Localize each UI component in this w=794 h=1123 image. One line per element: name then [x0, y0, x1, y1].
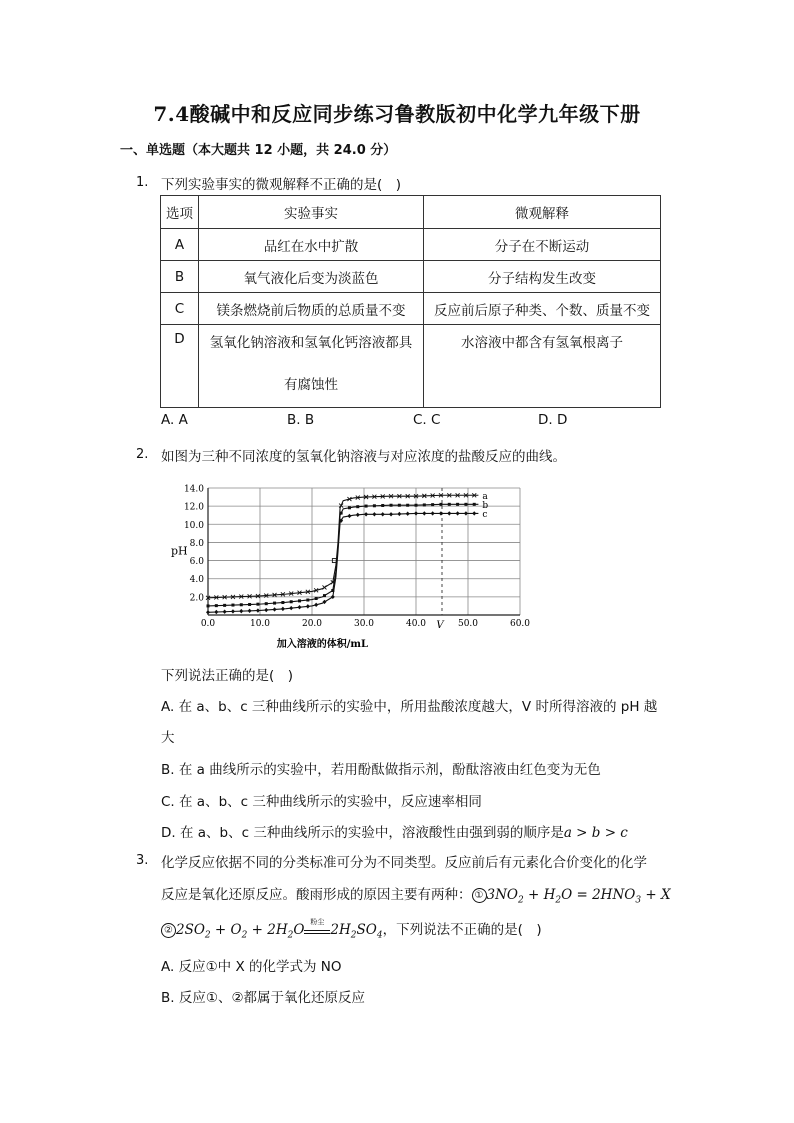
y-tick-label: 4.0: [189, 575, 204, 586]
question-stem: 下列实验事实的微观解释不正确的是( ): [161, 177, 402, 193]
question-stem-line1: 化学反应依据不同的分类标准可分为不同类型。反应前后有元素化合价变化的化学: [161, 855, 647, 871]
data-point: [473, 503, 476, 506]
series-label: b: [482, 500, 489, 511]
data-point: [415, 504, 418, 507]
equation-1: $3NO_2 + H_2O = 2HNO_3 + X$: [486, 887, 671, 906]
y-tick-label: 14.0: [183, 484, 204, 495]
data-point: [431, 503, 434, 506]
x-tick-label: 50.0: [457, 619, 479, 629]
data-point: [256, 603, 259, 606]
table-cell: 分子在不断运动: [424, 229, 661, 261]
data-point: [431, 511, 435, 515]
option-c: C. 在 a、b、c 三种曲线所示的实验中，反应速率相同: [161, 794, 482, 810]
data-point: [406, 504, 409, 507]
data-point: [464, 503, 467, 506]
data-point: [214, 610, 218, 614]
series-label: c: [482, 509, 488, 520]
data-point: [448, 503, 451, 506]
data-point: [356, 505, 359, 508]
data-point: [406, 511, 410, 515]
data-point: [298, 599, 301, 602]
table-cell: 品红在水中扩散: [199, 229, 424, 261]
question-stem-line2: [161, 883, 671, 906]
table-cell: [199, 325, 424, 408]
data-point: [315, 597, 318, 600]
question-stem: 如图为三种不同浓度的氢氧化钠溶液与对应浓度的盐酸反应的曲线。: [161, 449, 566, 465]
data-point: [231, 609, 235, 613]
data-point: [322, 600, 326, 604]
data-point: [390, 504, 393, 507]
ph-titration-chart: [163, 478, 533, 648]
option-a: A. 在 a、b、c 三种曲线所示的实验中，所用盐酸浓度越大，V 时所得溶液的 pH 越: [161, 699, 658, 715]
series-label: a: [482, 491, 488, 502]
data-point: [414, 511, 418, 515]
table-cell: A: [161, 229, 199, 261]
page-title: 7.4酸碱中和反应同步练习鲁教版初中化学九年级下册: [153, 102, 641, 126]
data-point: [248, 603, 251, 606]
data-point: [372, 512, 376, 516]
y-tick-label: 8.0: [189, 538, 204, 549]
data-point: [356, 513, 360, 517]
option-d-text: D. 在 a、b、c 三种曲线所示的实验中，溶液酸性由强到弱的顺序是: [161, 825, 564, 841]
data-point: [248, 609, 252, 613]
table-cell: 水溶液中都含有氢氧根离子: [424, 325, 661, 408]
series-line-a: [208, 495, 478, 598]
data-point: [273, 602, 276, 605]
data-point: [456, 503, 459, 506]
y-tick-label: 6.0: [189, 557, 204, 568]
table-header-row: [161, 196, 661, 229]
table-header: 选项: [161, 196, 199, 229]
data-point: [207, 604, 210, 607]
question-stem-line3: [161, 918, 542, 941]
question-number: 2.: [136, 447, 149, 462]
circle-marker: ①: [472, 888, 487, 903]
data-point: [365, 505, 368, 508]
data-point: [381, 504, 384, 507]
data-point: [398, 504, 401, 507]
question-number: 1.: [136, 175, 149, 190]
option-d: [161, 821, 628, 841]
option-b: B. B: [287, 412, 315, 428]
stem-text: ，下列说法不正确的是( ): [382, 922, 542, 938]
data-point: [348, 506, 351, 509]
v-marker-label: V: [436, 620, 444, 631]
table-cell: C: [161, 293, 199, 325]
facts-table: [160, 195, 661, 408]
question-ask: 下列说法正确的是( ): [161, 668, 294, 684]
data-point: [323, 594, 326, 597]
x-tick-label: 0.0: [200, 619, 216, 629]
data-point: [364, 512, 368, 516]
data-point: [273, 607, 277, 611]
data-point: [322, 585, 326, 589]
data-point: [331, 595, 335, 599]
table-row: [161, 325, 661, 408]
data-point: [397, 512, 401, 516]
table-cell: 反应前后原子种类、个数、质量不变: [424, 293, 661, 325]
data-point: [231, 604, 234, 607]
y-axis-label: pH: [171, 544, 188, 558]
table-cell: 氧气液化后变为淡蓝色: [199, 261, 424, 293]
data-point: [389, 512, 393, 516]
option-a: A. A: [161, 412, 188, 428]
data-point: [464, 511, 468, 515]
y-tick-label: 10.0: [183, 520, 204, 531]
x-tick-label: 30.0: [353, 619, 375, 629]
option-b: B. 在 a 曲线所示的实验中，若用酚酞做指示剂，酚酞溶液由红色变为无色: [161, 762, 601, 778]
option-a-cont: 大: [161, 730, 175, 746]
data-point: [422, 511, 426, 515]
data-point: [265, 602, 268, 605]
series-line-b: [208, 504, 478, 606]
cell-line: 有腐蚀性: [284, 377, 338, 393]
circle-marker: ②: [161, 923, 176, 938]
data-point: [223, 609, 227, 613]
option-b: B. 反应①、②都属于氧化还原反应: [161, 990, 366, 1006]
data-point: [423, 503, 426, 506]
x-tick-label: 60.0: [509, 619, 531, 629]
data-point: [298, 605, 302, 609]
data-point: [215, 604, 218, 607]
equation-2: $2SO_2 + O_2 + 2H_2O$ 粉尘 $2H_2SO_4$: [176, 918, 383, 941]
data-point: [239, 609, 243, 613]
table-header: 微观解释: [424, 196, 661, 229]
data-point: [289, 606, 293, 610]
x-axis-label: 加入溶液的体积/mL: [276, 639, 369, 648]
y-tick-label: 12.0: [183, 502, 204, 513]
question-number: 3.: [136, 853, 149, 868]
x-tick-label: 20.0: [301, 619, 323, 629]
data-point: [264, 608, 268, 612]
table-row: [161, 261, 661, 293]
data-point: [306, 599, 309, 602]
data-point: [281, 607, 285, 611]
option-a: A. 反应①中 X 的化学式为 NO: [161, 959, 342, 975]
option-d-math: a > b > c: [563, 825, 628, 841]
data-point: [439, 503, 442, 506]
stem-text: 反应是氧化还原反应。酸雨形成的原因主要有两种：: [161, 887, 472, 903]
data-point: [447, 511, 451, 515]
data-point: [456, 511, 460, 515]
data-point: [472, 511, 476, 515]
data-point: [340, 512, 343, 515]
data-point: [373, 504, 376, 507]
table-cell: B: [161, 261, 199, 293]
table-cell: D: [161, 325, 199, 408]
data-point: [381, 512, 385, 516]
cell-line: 氢氧化钠溶液和氢氧化钙溶液都具: [209, 335, 413, 351]
data-point: [306, 604, 310, 608]
table-cell: 分子结构发生改变: [424, 261, 661, 293]
x-tick-label: 40.0: [405, 619, 427, 629]
table-header: 实验事实: [199, 196, 424, 229]
data-point: [206, 610, 210, 614]
data-point: [347, 514, 351, 518]
data-point: [256, 608, 260, 612]
option-d: D. D: [538, 412, 568, 428]
table-row: [161, 229, 661, 261]
data-point: [223, 604, 226, 607]
data-point: [314, 603, 318, 607]
option-c: C. C: [413, 412, 441, 428]
x-tick-label: 10.0: [249, 619, 271, 629]
data-point: [240, 603, 243, 606]
table-cell: 镁条燃烧前后物质的总质量不变: [199, 293, 424, 325]
table-row: [161, 293, 661, 325]
section-heading: 一、单选题（本大题共 12 小题，共 24.0 分）: [120, 143, 397, 158]
reaction-condition: 粉尘: [310, 918, 325, 926]
data-point: [290, 600, 293, 603]
y-tick-label: 2.0: [189, 593, 204, 604]
data-point: [339, 504, 343, 508]
data-point: [281, 601, 284, 604]
